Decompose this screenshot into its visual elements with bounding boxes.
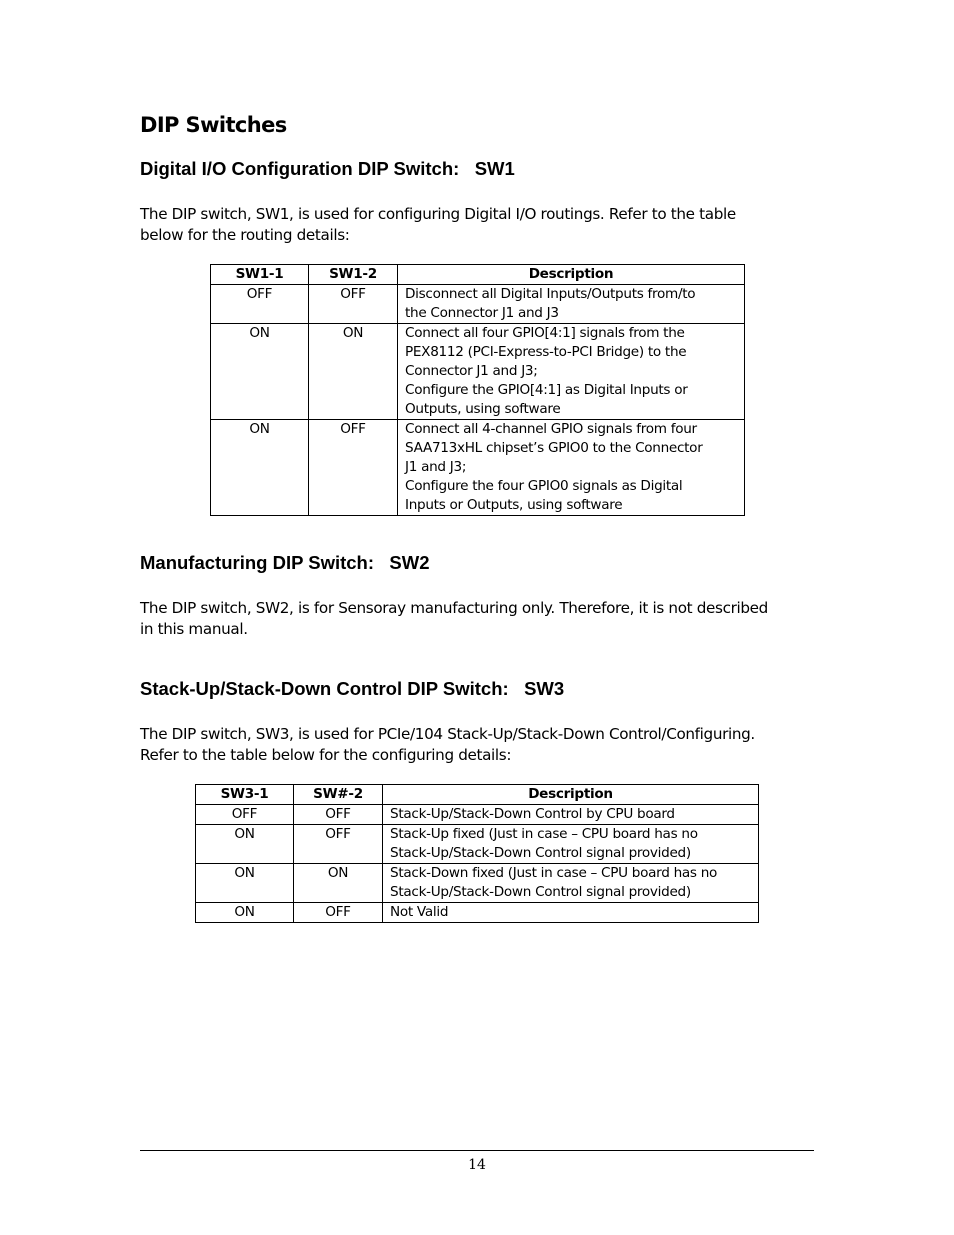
description-line: Configure the GPIO[4:1] as Digital Inputs or — [405, 382, 688, 398]
description-cell — [398, 285, 745, 324]
sw1-heading: Digital I/O Configuration DIP Switch: SW1 — [140, 158, 515, 179]
sw3-paragraph — [140, 724, 820, 766]
description-line: Stack-Up/Stack-Down Control signal provided) — [390, 845, 691, 861]
sw2-heading: Manufacturing DIP Switch: SW2 — [140, 552, 430, 573]
table-row — [211, 324, 745, 420]
table-cell: OFF — [294, 805, 383, 825]
sw3-table — [195, 784, 759, 923]
description-line: J1 and J3; — [405, 459, 467, 475]
sw1-paragraph-line: The DIP switch, SW1, is used for configuring Digital I/O routings. Refer to the table — [140, 205, 736, 223]
description-line: Connect all 4-channel GPIO signals from four — [405, 421, 697, 437]
table-row — [196, 825, 759, 864]
column-header: Description — [383, 785, 759, 805]
description-cell — [383, 864, 759, 903]
sw1-paragraph — [140, 204, 820, 246]
table-cell: OFF — [294, 825, 383, 864]
description-line: Stack-Up fixed (Just in case – CPU board has no — [390, 826, 698, 842]
table-row — [211, 285, 745, 324]
description-line: PEX8112 (PCI-Express-to-PCI Bridge) to the — [405, 344, 687, 360]
table-row — [211, 420, 745, 516]
column-header: Description — [398, 265, 745, 285]
sw1-table — [210, 264, 745, 516]
description-line: Stack-Up/Stack-Down Control signal provided) — [390, 884, 691, 900]
page-number: 14 — [468, 1157, 486, 1173]
table-cell: OFF — [294, 903, 383, 923]
table-cell: ON — [196, 903, 294, 923]
table-row — [196, 864, 759, 903]
sw1-paragraph-line: below for the routing details: — [140, 226, 350, 244]
table-cell: OFF — [309, 420, 398, 516]
column-header: SW#-2 — [294, 785, 383, 805]
table-cell: ON — [211, 324, 309, 420]
table-header-row — [196, 785, 759, 805]
table-header-row — [211, 265, 745, 285]
sw2-paragraph-line: in this manual. — [140, 620, 248, 638]
description-cell — [398, 324, 745, 420]
description-line: Configure the four GPIO0 signals as Digital — [405, 478, 683, 494]
sw3-heading: Stack-Up/Stack-Down Control DIP Switch: SW3 — [140, 678, 565, 699]
description-line: Connector J1 and J3; — [405, 363, 538, 379]
sw2-paragraph-line: The DIP switch, SW2, is for Sensoray manufacturing only. Therefore, it is not described — [140, 599, 768, 617]
description-line: Outputs, using software — [405, 401, 561, 417]
description-line: Stack-Down fixed (Just in case – CPU board has no — [390, 865, 718, 881]
table-cell: ON — [211, 420, 309, 516]
table-cell: OFF — [196, 805, 294, 825]
sw3-paragraph-line: The DIP switch, SW3, is used for PCIe/104 Stack-Up/Stack-Down Control/Configuring. — [140, 725, 755, 743]
description-line: SAA713xHL chipset’s GPIO0 to the Connector — [405, 440, 703, 456]
description-line: Inputs or Outputs, using software — [405, 497, 623, 513]
description-line: the Connector J1 and J3 — [405, 305, 559, 321]
column-header: SW3-1 — [196, 785, 294, 805]
description-line: Connect all four GPIO[4:1] signals from the — [405, 325, 685, 341]
footer-divider — [140, 1150, 814, 1151]
table-cell: OFF — [309, 285, 398, 324]
table-row — [196, 903, 759, 923]
description-line: Disconnect all Digital Inputs/Outputs from/to — [405, 286, 696, 302]
table-cell: ON — [309, 324, 398, 420]
table-cell: ON — [196, 825, 294, 864]
table-row — [196, 805, 759, 825]
column-header: SW1-2 — [309, 265, 398, 285]
description-cell — [398, 420, 745, 516]
description-line: Stack-Up/Stack-Down Control by CPU board — [390, 806, 675, 822]
table-cell: ON — [294, 864, 383, 903]
sw2-paragraph — [140, 598, 820, 640]
section-title: DIP Switches — [140, 113, 287, 137]
description-cell — [383, 903, 759, 923]
description-line: Not Valid — [390, 904, 449, 920]
description-cell — [383, 825, 759, 864]
table-cell: OFF — [211, 285, 309, 324]
column-header: SW1-1 — [211, 265, 309, 285]
description-cell — [383, 805, 759, 825]
table-cell: ON — [196, 864, 294, 903]
sw3-paragraph-line: Refer to the table below for the configuring details: — [140, 746, 512, 764]
